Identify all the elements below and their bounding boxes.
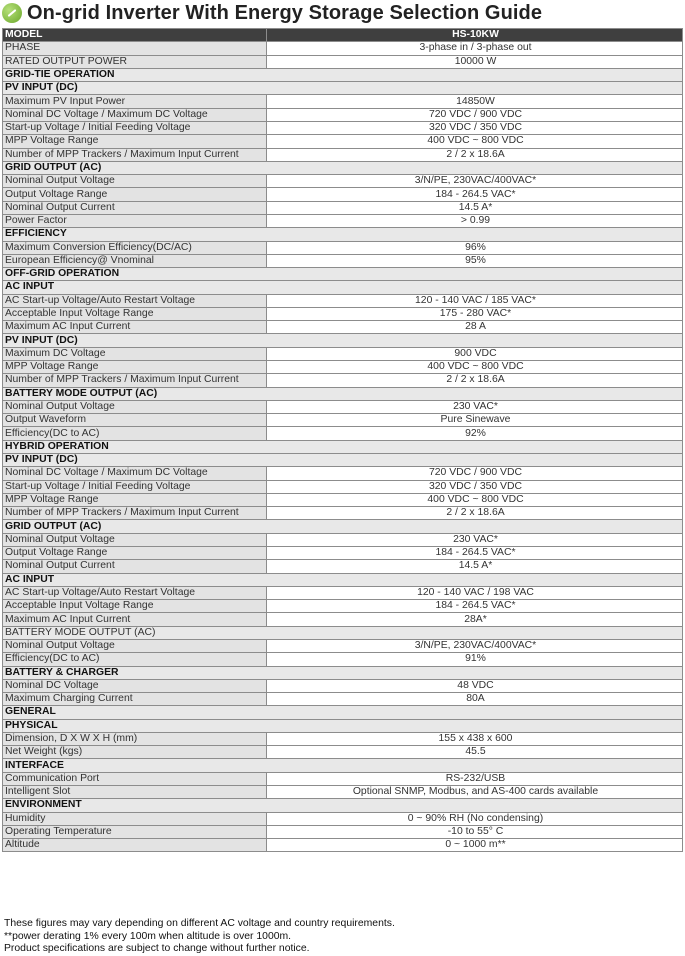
table-row [3,148,683,161]
section-heading-row [3,82,683,95]
spec-label: Altitude [3,839,267,852]
spec-label: AC Start-up Voltage/Auto Restart Voltage [3,586,267,599]
spec-value: 95% [267,254,683,267]
section-heading-row [3,626,683,639]
spec-value: 184 - 264.5 VAC* [267,600,683,613]
table-row [3,639,683,652]
spec-label: MPP Voltage Range [3,135,267,148]
section-heading-row [3,666,683,679]
section-heading: PV INPUT (DC) [3,334,683,347]
section-heading: HYBRID OPERATION [3,440,683,453]
spec-value: 92% [267,427,683,440]
section-heading: EFFICIENCY [3,228,683,241]
spec-label: Output Voltage Range [3,546,267,559]
spec-value: 10000 W [267,55,683,68]
table-row [3,254,683,267]
table-row [3,108,683,121]
table-row [3,467,683,480]
spec-value: 0 ~ 90% RH (No condensing) [267,812,683,825]
section-heading-row [3,281,683,294]
table-row [3,600,683,613]
model-value: HS-10KW [267,29,683,42]
spec-value: -10 to 55° C [267,825,683,838]
model-label: MODEL [3,29,267,42]
table-row [3,746,683,759]
page-title: On-grid Inverter With Energy Storage Selection Guide [27,1,543,24]
section-heading: ENVIRONMENT [3,799,683,812]
spec-label: Nominal Output Current [3,201,267,214]
section-heading-row [3,334,683,347]
section-heading: GRID OUTPUT (AC) [3,520,683,533]
spec-label: Net Weight (kgs) [3,746,267,759]
spec-label: RATED OUTPUT POWER [3,55,267,68]
spec-label: Maximum PV Input Power [3,95,267,108]
spec-label: Power Factor [3,214,267,227]
spec-value: 0 ~ 1000 m** [267,839,683,852]
spec-label: Nominal DC Voltage / Maximum DC Voltage [3,467,267,480]
spec-label: Maximum AC Input Current [3,321,267,334]
spec-label: Maximum AC Input Current [3,613,267,626]
spec-value: > 0.99 [267,214,683,227]
section-heading: AC INPUT [3,573,683,586]
spec-value: 14.5 A* [267,560,683,573]
section-heading: BATTERY MODE OUTPUT (AC) [3,626,683,639]
spec-label: Nominal Output Voltage [3,533,267,546]
table-row [3,812,683,825]
spec-label: Start-up Voltage / Initial Feeding Voltage [3,121,267,134]
title-bar [0,0,685,26]
table-row [3,480,683,493]
spec-value: 120 - 140 VAC / 198 VAC [267,586,683,599]
spec-value: 230 VAC* [267,533,683,546]
section-heading: INTERFACE [3,759,683,772]
spec-value: Pure Sinewave [267,414,683,427]
spec-value: Optional SNMP, Modbus, and AS-400 cards available [267,786,683,799]
spec-label: PHASE [3,42,267,55]
table-row [3,546,683,559]
table-row [3,55,683,68]
table-row [3,693,683,706]
table-row [3,42,683,55]
section-heading: GENERAL [3,706,683,719]
spec-value: 400 VDC ~ 800 VDC [267,361,683,374]
spec-label: Acceptable Input Voltage Range [3,600,267,613]
spec-label: Nominal DC Voltage / Maximum DC Voltage [3,108,267,121]
spec-value: 3/N/PE, 230VAC/400VAC* [267,175,683,188]
spec-value: 320 VDC / 350 VDC [267,121,683,134]
spec-value: 400 VDC ~ 800 VDC [267,493,683,506]
spec-value: 3-phase in / 3-phase out [267,42,683,55]
section-heading-row [3,573,683,586]
spec-label: Intelligent Slot [3,786,267,799]
section-heading-row [3,387,683,400]
spec-label: Number of MPP Trackers / Maximum Input Current [3,507,267,520]
spec-label: Nominal Output Voltage [3,639,267,652]
section-heading: PHYSICAL [3,719,683,732]
table-row [3,679,683,692]
table-row [3,414,683,427]
table-row [3,560,683,573]
section-heading: BATTERY MODE OUTPUT (AC) [3,387,683,400]
footnote: **power derating 1% every 100m when altitude is over 1000m. [4,930,292,942]
table-row [3,839,683,852]
section-heading-row [3,454,683,467]
table-row [3,307,683,320]
spec-label: Maximum Conversion Efficiency(DC/AC) [3,241,267,254]
section-heading: PV INPUT (DC) [3,82,683,95]
section-heading: BATTERY & CHARGER [3,666,683,679]
table-header-row [3,29,683,42]
table-row [3,201,683,214]
section-heading-row [3,799,683,812]
spec-value: 120 - 140 VAC / 185 VAC* [267,294,683,307]
table-row [3,241,683,254]
spec-value: 3/N/PE, 230VAC/400VAC* [267,639,683,652]
table-row [3,613,683,626]
section-heading-row [3,228,683,241]
table-row [3,507,683,520]
table-row [3,586,683,599]
spec-value: 28A* [267,613,683,626]
table-row [3,294,683,307]
spec-value: 720 VDC / 900 VDC [267,108,683,121]
spec-value: 96% [267,241,683,254]
spec-label: MPP Voltage Range [3,361,267,374]
spec-value: 184 - 264.5 VAC* [267,188,683,201]
leaf-icon [2,3,22,23]
spec-value: 720 VDC / 900 VDC [267,467,683,480]
spec-value: 320 VDC / 350 VDC [267,480,683,493]
section-heading-row [3,161,683,174]
spec-value: 400 VDC ~ 800 VDC [267,135,683,148]
spec-label: Nominal DC Voltage [3,679,267,692]
spec-label: Nominal Output Voltage [3,400,267,413]
section-heading: GRID-TIE OPERATION [3,68,683,81]
table-row [3,493,683,506]
spec-label: Nominal Output Current [3,560,267,573]
spec-label: Output Voltage Range [3,188,267,201]
section-heading: AC INPUT [3,281,683,294]
table-row [3,121,683,134]
spec-value: 45.5 [267,746,683,759]
spec-label: Operating Temperature [3,825,267,838]
spec-value: 48 VDC [267,679,683,692]
table-row [3,175,683,188]
spec-value: 175 - 280 VAC* [267,307,683,320]
section-heading-row [3,268,683,281]
section-heading: OFF-GRID OPERATION [3,268,683,281]
table-row [3,214,683,227]
table-row [3,321,683,334]
footnote: Product specifications are subject to change without further notice. [4,943,310,954]
footnote: These figures may vary depending on different AC voltage and country requirements. [4,918,395,929]
spec-value: 14.5 A* [267,201,683,214]
table-row [3,135,683,148]
footnotes [4,918,682,956]
table-row [3,347,683,360]
spec-value: 900 VDC [267,347,683,360]
spec-value: 14850W [267,95,683,108]
spec-value: 2 / 2 x 18.6A [267,148,683,161]
table-row [3,361,683,374]
table-row [3,400,683,413]
section-heading-row [3,706,683,719]
table-row [3,653,683,666]
table-row [3,732,683,745]
spec-label: Start-up Voltage / Initial Feeding Voltage [3,480,267,493]
section-heading-row [3,520,683,533]
spec-label: Efficiency(DC to AC) [3,653,267,666]
table-row [3,786,683,799]
spec-value: 2 / 2 x 18.6A [267,374,683,387]
table-row [3,374,683,387]
table-row [3,188,683,201]
spec-label: Number of MPP Trackers / Maximum Input Current [3,374,267,387]
table-row [3,95,683,108]
section-heading-row [3,759,683,772]
spec-label: Communication Port [3,772,267,785]
spec-value: 155 x 438 x 600 [267,732,683,745]
spec-label: Maximum Charging Current [3,693,267,706]
spec-label: AC Start-up Voltage/Auto Restart Voltage [3,294,267,307]
table-row [3,427,683,440]
spec-table [2,28,683,852]
spec-value: 28 A [267,321,683,334]
table-row [3,772,683,785]
table-row [3,533,683,546]
spec-label: European Efficiency@ Vnominal [3,254,267,267]
section-heading-row [3,440,683,453]
spec-label: Maximum DC Voltage [3,347,267,360]
spec-value: 230 VAC* [267,400,683,413]
spec-label: Acceptable Input Voltage Range [3,307,267,320]
spec-label: Nominal Output Voltage [3,175,267,188]
section-heading: GRID OUTPUT (AC) [3,161,683,174]
section-heading: PV INPUT (DC) [3,454,683,467]
spec-label: Dimension, D X W X H (mm) [3,732,267,745]
table-row [3,825,683,838]
spec-value: RS-232/USB [267,772,683,785]
spec-label: MPP Voltage Range [3,493,267,506]
spec-label: Number of MPP Trackers / Maximum Input Current [3,148,267,161]
spec-value: 184 - 264.5 VAC* [267,546,683,559]
spec-value: 2 / 2 x 18.6A [267,507,683,520]
spec-label: Humidity [3,812,267,825]
spec-value: 80A [267,693,683,706]
section-heading-row [3,68,683,81]
section-heading-row [3,719,683,732]
spec-label: Efficiency(DC to AC) [3,427,267,440]
spec-value: 91% [267,653,683,666]
spec-label: Output Waveform [3,414,267,427]
